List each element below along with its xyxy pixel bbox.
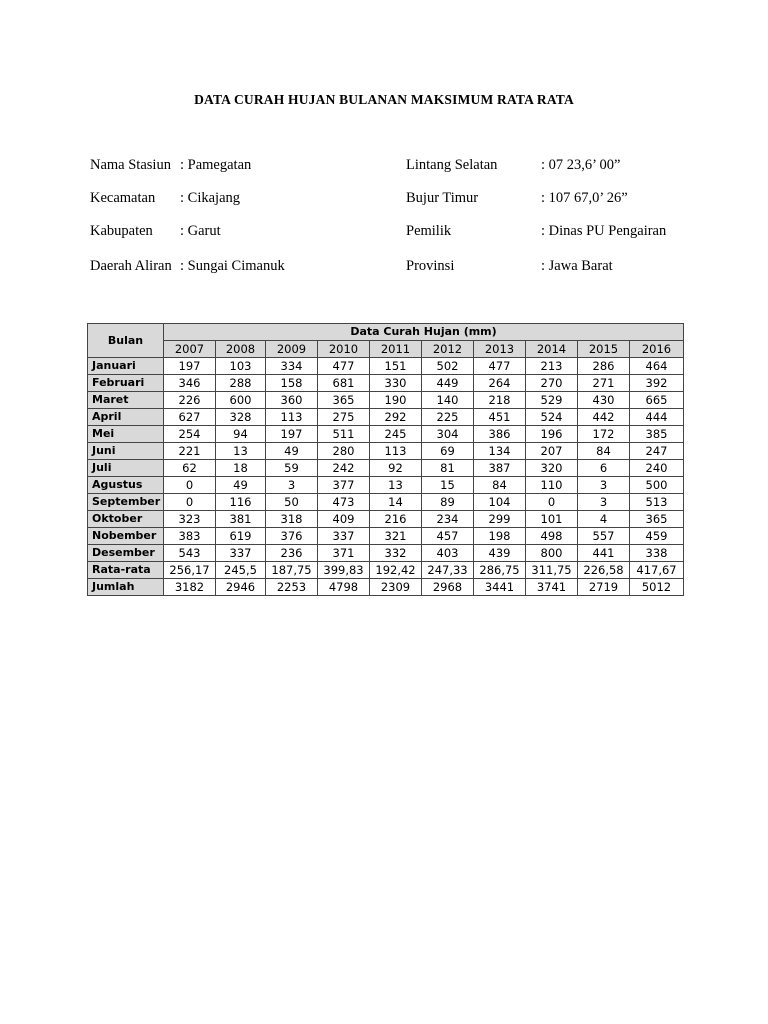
rainfall-cell: 84 [474, 477, 526, 494]
table-row [88, 426, 684, 443]
rainfall-cell: 3182 [164, 579, 216, 596]
rainfall-cell: 92 [370, 460, 422, 477]
rainfall-cell: 225 [422, 409, 474, 426]
table-row [88, 562, 684, 579]
rainfall-cell: 321 [370, 528, 422, 545]
info-label-province: Provinsi [406, 258, 455, 274]
rainfall-cell: 464 [630, 358, 684, 375]
rainfall-cell: 3741 [526, 579, 578, 596]
rainfall-cell: 304 [422, 426, 474, 443]
rainfall-cell: 271 [578, 375, 630, 392]
year-header-row [88, 341, 684, 358]
rainfall-cell: 103 [216, 358, 266, 375]
rainfall-cell: 218 [474, 392, 526, 409]
rainfall-cell: 381 [216, 511, 266, 528]
rainfall-cell: 449 [422, 375, 474, 392]
rainfall-cell: 430 [578, 392, 630, 409]
rainfall-cell: 376 [266, 528, 318, 545]
year-header: 2014 [526, 341, 578, 358]
month-label: Mei [88, 426, 164, 443]
rainfall-cell: 245,5 [216, 562, 266, 579]
rainfall-cell: 5012 [630, 579, 684, 596]
info-label-station: Nama Stasiun [90, 157, 171, 173]
rainfall-cell: 360 [266, 392, 318, 409]
rainfall-cell: 84 [578, 443, 630, 460]
table-row [88, 511, 684, 528]
year-header: 2011 [370, 341, 422, 358]
year-header: 2012 [422, 341, 474, 358]
rainfall-cell: 337 [216, 545, 266, 562]
rainfall-cell: 3 [578, 477, 630, 494]
rainfall-cell: 320 [526, 460, 578, 477]
rainfall-cell: 270 [526, 375, 578, 392]
table-row [88, 545, 684, 562]
rainfall-cell: 254 [164, 426, 216, 443]
table-row [88, 392, 684, 409]
rainfall-cell: 627 [164, 409, 216, 426]
rainfall-cell: 198 [474, 528, 526, 545]
month-label: Jumlah [88, 579, 164, 596]
info-value-longitude: : 107 67,0’ 26” [541, 190, 628, 206]
rainfall-cell: 385 [630, 426, 684, 443]
rainfall-table-body [88, 358, 684, 596]
rainfall-cell: 158 [266, 375, 318, 392]
rainfall-cell: 14 [370, 494, 422, 511]
rainfall-cell: 323 [164, 511, 216, 528]
rainfall-cell: 392 [630, 375, 684, 392]
info-label-owner: Pemilik [406, 223, 452, 239]
rainfall-cell: 386 [474, 426, 526, 443]
rainfall-cell: 334 [266, 358, 318, 375]
rainfall-cell: 116 [216, 494, 266, 511]
rainfall-cell: 104 [474, 494, 526, 511]
page-title: DATA CURAH HUJAN BULANAN MAKSIMUM RATA RATA [194, 92, 574, 107]
rainfall-cell: 557 [578, 528, 630, 545]
rainfall-cell: 299 [474, 511, 526, 528]
rainfall-cell: 441 [578, 545, 630, 562]
rainfall-cell: 681 [318, 375, 370, 392]
rainfall-cell: 543 [164, 545, 216, 562]
table-row [88, 409, 684, 426]
rainfall-cell: 89 [422, 494, 474, 511]
rainfall-cell: 365 [630, 511, 684, 528]
rainfall-cell: 197 [266, 426, 318, 443]
year-header: 2013 [474, 341, 526, 358]
rainfall-cell: 600 [216, 392, 266, 409]
rainfall-cell: 399,83 [318, 562, 370, 579]
rainfall-cell: 113 [370, 443, 422, 460]
rainfall-cell: 365 [318, 392, 370, 409]
rainfall-table [87, 323, 684, 596]
year-header: 2008 [216, 341, 266, 358]
rainfall-cell: 4798 [318, 579, 370, 596]
rainfall-cell: 221 [164, 443, 216, 460]
rainfall-cell: 337 [318, 528, 370, 545]
month-label: April [88, 409, 164, 426]
table-row [88, 460, 684, 477]
rainfall-cell: 286,75 [474, 562, 526, 579]
rainfall-cell: 292 [370, 409, 422, 426]
month-header: Bulan [88, 324, 164, 358]
rainfall-cell: 196 [526, 426, 578, 443]
rainfall-cell: 50 [266, 494, 318, 511]
info-value-station: : Pamegatan [180, 157, 252, 173]
info-value-province: : Jawa Barat [541, 258, 613, 274]
rainfall-cell: 192,42 [370, 562, 422, 579]
rainfall-cell: 371 [318, 545, 370, 562]
rainfall-cell: 81 [422, 460, 474, 477]
rainfall-cell: 473 [318, 494, 370, 511]
rainfall-cell: 3 [266, 477, 318, 494]
rainfall-cell: 256,17 [164, 562, 216, 579]
table-row [88, 358, 684, 375]
month-label: Oktober [88, 511, 164, 528]
rainfall-cell: 383 [164, 528, 216, 545]
rainfall-cell: 800 [526, 545, 578, 562]
rainfall-cell: 377 [318, 477, 370, 494]
rainfall-cell: 500 [630, 477, 684, 494]
rainfall-cell: 318 [266, 511, 318, 528]
rainfall-cell: 451 [474, 409, 526, 426]
rainfall-cell: 2253 [266, 579, 318, 596]
info-label-watershed: Daerah Aliran [90, 258, 172, 274]
rainfall-cell: 13 [216, 443, 266, 460]
rainfall-cell: 172 [578, 426, 630, 443]
rainfall-cell: 2946 [216, 579, 266, 596]
month-label: Nobember [88, 528, 164, 545]
month-label: Rata-rata [88, 562, 164, 579]
rainfall-cell: 442 [578, 409, 630, 426]
rainfall-cell: 94 [216, 426, 266, 443]
rainfall-cell: 15 [422, 477, 474, 494]
rainfall-cell: 226 [164, 392, 216, 409]
info-value-watershed: : Sungai Cimanuk [180, 258, 285, 274]
month-label: September [88, 494, 164, 511]
rainfall-group-header: Data Curah Hujan (mm) [164, 324, 684, 341]
rainfall-cell: 0 [164, 477, 216, 494]
rainfall-cell: 49 [266, 443, 318, 460]
rainfall-cell: 338 [630, 545, 684, 562]
info-value-district: : Cikajang [180, 190, 241, 206]
month-label: Juni [88, 443, 164, 460]
info-value-owner: : Dinas PU Pengairan [541, 223, 667, 239]
month-label: Februari [88, 375, 164, 392]
year-header: 2007 [164, 341, 216, 358]
rainfall-cell: 242 [318, 460, 370, 477]
rainfall-cell: 280 [318, 443, 370, 460]
rainfall-cell: 0 [164, 494, 216, 511]
rainfall-cell: 513 [630, 494, 684, 511]
rainfall-cell: 264 [474, 375, 526, 392]
rainfall-cell: 69 [422, 443, 474, 460]
table-row [88, 528, 684, 545]
rainfall-cell: 2309 [370, 579, 422, 596]
rainfall-cell: 275 [318, 409, 370, 426]
rainfall-cell: 110 [526, 477, 578, 494]
rainfall-cell: 529 [526, 392, 578, 409]
rainfall-cell: 511 [318, 426, 370, 443]
rainfall-cell: 207 [526, 443, 578, 460]
rainfall-cell: 113 [266, 409, 318, 426]
rainfall-cell: 439 [474, 545, 526, 562]
rainfall-cell: 101 [526, 511, 578, 528]
rainfall-cell: 187,75 [266, 562, 318, 579]
rainfall-cell: 134 [474, 443, 526, 460]
rainfall-cell: 459 [630, 528, 684, 545]
rainfall-cell: 328 [216, 409, 266, 426]
info-label-regency: Kabupaten [90, 223, 153, 239]
rainfall-cell: 6 [578, 460, 630, 477]
month-label: Desember [88, 545, 164, 562]
rainfall-cell: 240 [630, 460, 684, 477]
info-value-latitude: : 07 23,6’ 00” [541, 157, 621, 173]
rainfall-cell: 330 [370, 375, 422, 392]
info-label-district: Kecamatan [90, 190, 156, 206]
rainfall-cell: 409 [318, 511, 370, 528]
year-header: 2016 [630, 341, 684, 358]
rainfall-cell: 288 [216, 375, 266, 392]
info-label-latitude: Lintang Selatan [406, 157, 498, 173]
rainfall-cell: 18 [216, 460, 266, 477]
month-label: Maret [88, 392, 164, 409]
month-label: Januari [88, 358, 164, 375]
rainfall-cell: 236 [266, 545, 318, 562]
rainfall-cell: 3 [578, 494, 630, 511]
table-row [88, 494, 684, 511]
month-label: Agustus [88, 477, 164, 494]
rainfall-cell: 151 [370, 358, 422, 375]
table-row [88, 579, 684, 596]
rainfall-cell: 234 [422, 511, 474, 528]
rainfall-cell: 524 [526, 409, 578, 426]
rainfall-cell: 457 [422, 528, 474, 545]
rainfall-cell: 4 [578, 511, 630, 528]
rainfall-cell: 2968 [422, 579, 474, 596]
table-row [88, 477, 684, 494]
rainfall-cell: 477 [318, 358, 370, 375]
rainfall-cell: 13 [370, 477, 422, 494]
year-header: 2009 [266, 341, 318, 358]
year-header: 2010 [318, 341, 370, 358]
table-row [88, 375, 684, 392]
table-row [88, 443, 684, 460]
rainfall-cell: 286 [578, 358, 630, 375]
rainfall-cell: 346 [164, 375, 216, 392]
rainfall-cell: 59 [266, 460, 318, 477]
info-value-regency: : Garut [180, 223, 221, 239]
month-label: Juli [88, 460, 164, 477]
rainfall-cell: 245 [370, 426, 422, 443]
rainfall-cell: 2719 [578, 579, 630, 596]
rainfall-cell: 213 [526, 358, 578, 375]
info-label-longitude: Bujur Timur [406, 190, 479, 206]
rainfall-cell: 444 [630, 409, 684, 426]
rainfall-cell: 417,67 [630, 562, 684, 579]
rainfall-cell: 502 [422, 358, 474, 375]
rainfall-cell: 247 [630, 443, 684, 460]
rainfall-cell: 3441 [474, 579, 526, 596]
rainfall-cell: 140 [422, 392, 474, 409]
rainfall-cell: 498 [526, 528, 578, 545]
rainfall-cell: 311,75 [526, 562, 578, 579]
rainfall-cell: 619 [216, 528, 266, 545]
rainfall-cell: 62 [164, 460, 216, 477]
rainfall-cell: 665 [630, 392, 684, 409]
rainfall-cell: 0 [526, 494, 578, 511]
rainfall-cell: 477 [474, 358, 526, 375]
rainfall-cell: 332 [370, 545, 422, 562]
rainfall-cell: 387 [474, 460, 526, 477]
rainfall-cell: 216 [370, 511, 422, 528]
rainfall-cell: 403 [422, 545, 474, 562]
year-header: 2015 [578, 341, 630, 358]
rainfall-cell: 190 [370, 392, 422, 409]
rainfall-cell: 226,58 [578, 562, 630, 579]
rainfall-cell: 49 [216, 477, 266, 494]
rainfall-cell: 197 [164, 358, 216, 375]
rainfall-cell: 247,33 [422, 562, 474, 579]
